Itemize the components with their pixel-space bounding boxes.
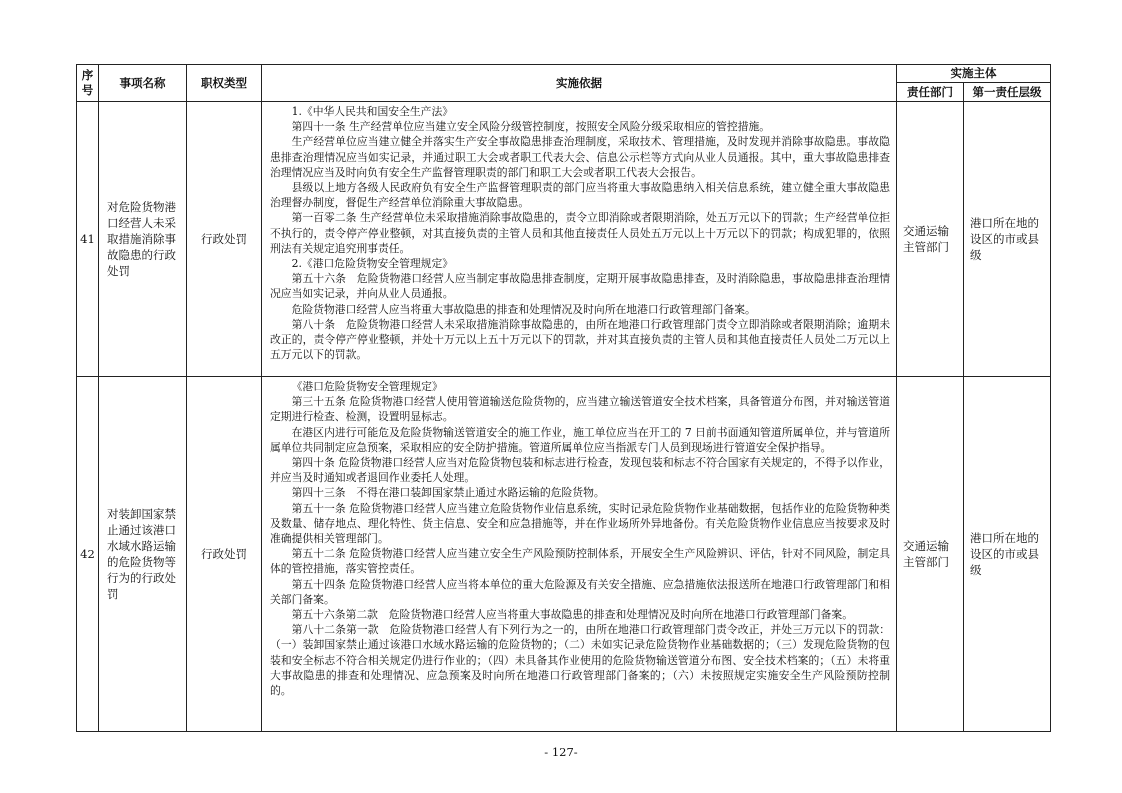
basis-paragraph: 在港区内进行可能危及危险货物输送管道安全的施工作业，施工单位应当在开工的 7 日前书面通知管道所属单位，并与管道所属单位共同制定应急预案，采取相应的安全防护措施。管道所属单位应当指派专门人员到现场进行管道安全保护指导。 [270,425,890,454]
basis-paragraph: 第五十六条 危险货物港口经营人应当制定事故隐患排查制度，定期开展事故隐患排查，及时消除隐患，事故隐患排查治理情况应当如实记录，并向从业人员通报。 [270,272,890,301]
responsible-dept-cell: 交通运输主管部门 [897,377,964,732]
basis-paragraph: 第八十二条第一款 危险货物港口经营人有下列行为之一的，由所在地港口行政管理部门责令改正，并处三万元以下的罚款：（一）装卸国家禁止通过该港口水域水路运输的危险货物的；（二）未如实记录危险货物作业基础数据的；（三）发现危险货物的包装和安全标志不符合相关规定仍进行作业的；（四）未具备其作业使用的危险货物输送管道分布图、安全技术档案的；（五）未将重大事故隐患的排查和处理情况、应急预案及时向所在地港口行政管理部门备案的；（六）未按照规定实施安全生产风险预防控制的。 [270,623,890,698]
basis-paragraph: 生产经营单位应当建立健全并落实生产安全事故隐患排查治理制度，采取技术、管理措施，及时发现并消除事故隐患。事故隐患排查治理情况应当如实记录，并通过职工大会或者职工代表大会、信息公示栏等方式向从业人员通报。其中，重大事故隐患排查治理情况应当及时向负有安全生产监督管理职责的部门和职工大会或者职工代表大会报告。 [270,135,890,179]
basis-paragraph: 第五十一条 危险货物港口经营人应当建立危险货物作业信息系统，实时记录危险货物作业基础数据，包括作业的危险货物种类及数量、储存地点、理化特性、货主信息、安全和应急措施等，并在作业场所外异地备份。有关危险货物作业信息应当按要求及时准确提供相关管理部门。 [270,501,890,546]
table-row [77,102,1051,377]
basis-paragraph: 《港口危险货物安全管理规定》 [291,380,443,393]
basis-cell [262,102,897,377]
enforcement-items-table [76,64,1051,732]
basis-paragraph: 第八十条 危险货物港口经营人未采取措施消除事故隐患的，由所在地港口行政管理部门责令立即消除或者限期消除；逾期未改正的，责令停产停业整顿，并处十万元以上五十万元以下的罚款，并对其直接负责的主管人员和其他直接责任人员处二万元以上五万元以下的罚款。 [270,317,890,362]
item-name-cell: 对装卸国家禁止通过该港口水域水路运输的危险货物等行为的行政处罚 [99,377,187,732]
power-type-cell: 行政处罚 [187,102,262,377]
basis-paragraph: 危险货物港口经营人应当将重大事故隐患的排查和处理情况及时向所在地港口行政管理部门备案。 [291,302,756,316]
basis-paragraph: 第四十三条 不得在港口装卸国家禁止通过水路运输的危险货物。 [291,486,605,500]
seq-cell: 41 [77,102,99,377]
basis-paragraph: 县级以上地方各级人民政府负有安全生产监督管理职责的部门应当将重大事故隐患纳入相关信息系统，建立健全重大事故隐患治理督办制度，督促生产经营单位消除重大事故隐患。 [270,181,890,210]
basis-paragraph: 第五十六条第二款 危险货物港口经营人应当将重大事故隐患的排查和处理情况及时向所在地港口行政管理部门备案。 [291,608,854,622]
basis-paragraph: 1.《中华人民共和国安全生产法》 [291,105,454,118]
basis-paragraph: 第五十四条 危险货物港口经营人应当将本单位的重大危险源及有关安全措施、应急措施依法报送所在地港口行政管理部门和相关部门备案。 [270,577,890,606]
basis-paragraph: 第四十一条 生产经营单位应当建立安全风险分级管控制度，按照安全风险分级采取相应的管控措施。 [291,120,771,134]
header-row [77,65,1051,83]
basis-paragraph: 2.《港口危险货物安全管理规定》 [291,257,454,271]
header-item-name: 事项名称 [99,65,187,102]
responsible-dept-cell: 交通运输主管部门 [897,102,964,377]
first-level-cell: 港口所在地的设区的市或县级 [964,102,1051,377]
seq-cell: 42 [77,377,99,732]
basis-paragraph: 第五十二条 危险货物港口经营人应当建立安全生产风险预防控制体系，开展安全生产风险辨识、评估，针对不同风险，制定具体的管控措施，落实管控责任。 [270,547,890,576]
header-subject: 实施主体 [897,65,1051,83]
basis-paragraph: 第三十五条 危险货物港口经营人使用管道输送危险货物的，应当建立输送管道安全技术档案，具备管道分布图，并对输送管道定期进行检查、检测，设置明显标志。 [270,395,890,424]
header-seq: 序号 [77,65,99,102]
header-level: 第一责任层级 [964,83,1051,102]
page-number: - 127- [544,745,578,759]
basis-cell [262,377,897,732]
header-basis: 实施依据 [262,65,897,102]
table-row [77,377,1051,732]
basis-paragraph: 第四十条 危险货物港口经营人应当对危险货物包装和标志进行检查，发现包装和标志不符合国家有关规定的，不得予以作业，并应当及时通知或者退回作业委托人处理。 [270,456,890,485]
power-type-cell: 行政处罚 [187,377,262,732]
basis-paragraph: 第一百零二条 生产经营单位未采取措施消除事故隐患的，责令立即消除或者限期消除，处五万元以下的罚款；生产经营单位拒不执行的，责令停产停业整顿，对其直接负责的主管人员和其他直接责任人员处五万元以上十万元以下的罚款；构成犯罪的，依照刑法有关规定追究刑事责任。 [270,211,890,255]
item-name-cell: 对危险货物港口经营人未采取措施消除事故隐患的行政处罚 [99,102,187,377]
header-power-type: 职权类型 [187,65,262,102]
header-dept: 责任部门 [897,83,964,102]
first-level-cell: 港口所在地的设区的市或县级 [964,377,1051,732]
